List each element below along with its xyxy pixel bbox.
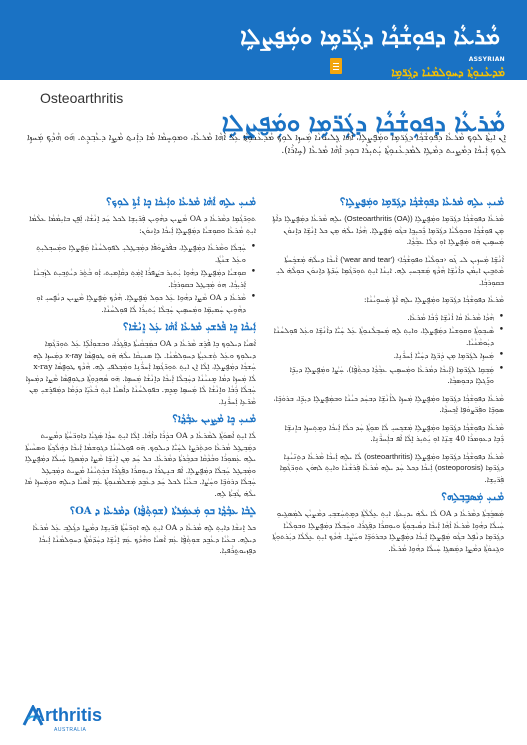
paragraph: ܡܲܣܒ݂ܲܒ݂ܬܵܐ ܕܡܵܪܥܵܐ ܕ OA ܠܵܐ ܝܠܵܗ̇ ܝܕܝܼܥܬܵܐ. ܐܝܼܬ݂ ܥܸܠܵܠܵܬ݂ܵܐ ܕܡܸܬ݂ܚܲܫܒ݂ܝܼ ܕܡܵܨܝܵܢ ܠܡܲܣܓܸܝܘܼ ܚܲܝܠܵܐ ܕܗܵܘܹܐ ܡܵܪܥܵܐ ܐܵܗܵܐ ܐܲܝܟܵܐ ܕܣܵܝܒ݂ܘܼܬ݂ܵܐ ܘܝܘܼܩܪܵܐ ܕܦܲܓ݂ܪܵܐ، ܘܚܲܒ݂ܠܵܐ ܕܡܲܦ̮ܨܠܹܐ ܘܒܘܼܠܵܝܵܐ ܕܓܲܪ̈ܡܹܐ ܕܢܵܦܹܠ ܒܓܵܘ ܡܲܦ̮ܨܠܹܐ ܐܲܝܟܵܐ ܕܡܲܦ̮ܨܠܹܐ ܕܒܪܘܿܟܹ̈ܐ ܘܚܲܨܵܐ. ܗܵܕܵܟ݂ ܐܝܼܬ݂ ܥܸܠܵܠܵܐ ܕܝܲܪܬܘܼܬ݂ܵܐ ܘܓܹܢܘܿܬ݂ܵܐ ܕܡܵܨܹܐ ܕܡܲܣܓܹܐ ܚܲܝܠܵܐ ܕܗܵܘܹܐ ܡܵܪܥܵܐ. <box>272 509 504 553</box>
header-title: ܡܵܪܥܵܐ ܕܦܘܼܫܵܟ݂ܵܐ ܕܓܲܪ̈ܡܹܐ ܘܡܲܦ̮ܨܠܹܐ <box>240 24 500 50</box>
section-heading: ܡܵܢܝܼ ܝܠܹܗ ܐܵܗܵܐ ܡܵܪܥܵܐ ܘܐܲܝܟܵܐ ܟܸܐ ܐܵܬܹܐ ܠܘܼܟ݂؟ <box>106 197 256 208</box>
paragraph: ܬܘܼܪ̈ܓܵܡܹܐ ܕܡܵܪܥܵܐ ܕ OA ܡܵܨܹܝܢ ܕܗܵܘܹܝܢ ܦܲܪ̈ܝܼܫܹܐ ܠܟܠ ܚܲܕ ܐܸܢܵܫܵܐ، ܐܲܦܸܢ ܒܐܝܼܡܵܡܵܐ ܥܠܵܡܵܐ ܐܝܼܬ݂ ܡܵܪܥܵܐ ܘܩܘܼܫܝܵܐ ܕܡܲܦ̮ܨܠܹܐ ܐܲܝܟܵܐ ܕܐܸܢܘܿܢ: <box>29 214 256 235</box>
list-item: • ܚܲܒ݂ܠܵܐ ܘܡܵܪܥܵܐ ܕܡܲܦ̮ܨܠܹܐ، ܒܦܵܪܨܘܿܦܵܐ ܕܡܲܒ݂ܛܹܠܝܼ ܠܦܘܼܠܚܵܢܵܐ ܡܲܦ̮ܨܠܹܐ ܘܡܲܚܒ݂ܠܝܼܬ݂ ܘܥܲܠ ܫܢܵܬ݂ܵܐ. <box>24 242 256 265</box>
paragraph: ܐܵܢܵܫܹ̈ܐ ܡܲܚܙܹܝܢ ܠܝ ܓ݇ܘ ‹ܒܘܼܠܵܝܵܐ ܘܦܘܼܫܵܟ݂ܵܐ› ('wear and tear') ܐܵܝܟܵܐ ܕܝܠܵܗ̇ ܡܲܫܟ݂ܲܚܬܵܐ ܡܵܬܒ݂ܹܝܢ ܐܝܼܡܵܢ ܕܐܵܢܵܫܹ̈ܐ ܗܵܕܵܟ݂ ܡܲܫܟ݂ܚܝܼ ܠܹܗ. ܐܝܼܢܵܐ ܐܝܼܬ݂ ܬܘܼܪ̈ܓܵܡܹܐ ܚܲܕ̈ܬܹܐ ܕܐܸܢܘܿܢ ܟܘܼܠܵܗ̇ ܠܝܼ ܒܩܘܼܪܒ݂ܵܐ. <box>276 254 504 287</box>
section-heading: ܡܵܢܝܼ ܡܲܣܒ݂ܸܒ݂ܠܹܗ؟ <box>441 492 504 503</box>
list-item: • ܗܵܕܵܐ ܡܵܪܥܵܐ ܩܵܐ ܐܵܢܵܫܹ̈ܐ ܪ̈ܲܒܵܐ ܡܵܪܥܵܐ. <box>272 312 504 324</box>
list-item: • ܣܵܝܒ݂ܘܼܬ݂ܵܐ ܘܩܘܼܫܝܵܐ ܕܡܲܦ̮ܨܠܹܐ، ܘܐܝܼܬ݂ ܠܹܗ ܡܲܚܒ݂ܠܵܢܘܼܬ݂ܵܐ ܥܲܠ ܚܲܝ̈ܵܐ ܕܐܵܢܵܫܹ̈ܐ ܘܥܲܠ ܦܘܼܠܚܵܢܵܐ ܕܝܲܘܡܵܢܵܝܵܐ. <box>272 325 504 348</box>
list-item: • ܩܘܼܫܝܵܐ ܕܡܲܦ̮ܨܠܹܐ ܕܗܵܘܹܐ ܝܲܬܝܼܪ ܒܨܲܦܪܵܐ ܐܸܡܲܬ݂ ܕܩܵܐܹܡܝܼܬ، ܐܲܘ ܒܵܬ݂ܲܪ ܕܝܵܬܹܒ݂ܝܼܬ ܠܙܲܒ݂ܢܵܐ ܐܲܪܝܼܟ݂ܵܐ. ܗܘܿ ܡܲܒ݂ܛܹܠ ܒܩܘܼܪܒ݂ܵܐ. <box>24 267 256 290</box>
section-heading: ܐܲܝܟܵܐ ܟܸܐ ܦܵܪܫܝܼ ܡܵܪܥܵܐ ܐܵܗܵܐ ܥܲܠ ܐܸܢܵܫܵܐ؟ <box>123 322 256 333</box>
header-band <box>0 0 527 80</box>
list-item: • ܡܲܚܙܹܐ ܠܓܲܪ̈ܡܹܐ ܡ̣ܢ ܕܲܪ̈ܓܹܐ ܕܚܲܝ̈ܵܐ ܐܲܚܪ̈ܵܢܹܐ. <box>272 350 504 362</box>
paragraph: ܡܵܪܥܵܐ ܕܦܘܼܫܵܟ݂ܵܐ ܕܓܲܪ̈ܡܹܐ ܘܡܲܦ̮ܨܠܹܐ ܝܠܹܗ ܐܵܬܹܐ ܡܲܚܘܸܝܵܢܵܐ: <box>363 295 504 304</box>
bullet-list <box>272 312 504 387</box>
main-title: ܡܵܪܥܵܐ ܕܦܘܼܫܵܟ݂ܵܐ ܕܓܲܪ̈ܡܹܐ ܘܡܲܦ̮ܨܠܹܐ <box>221 108 505 137</box>
bullet-list <box>24 242 256 315</box>
paragraph: ܡܵܪܥܵܐ ܕܦܘܼܫܵܟ݂ܵܐ ܕܓܲܪ̈ܡܹܐ ܘܡܲܦ̮ܨܠܹܐ ܡܲܫܟ݂ܚܝܼ ܠܵܐ ܡܘܼܬ݂ܵܐ ܚܲܕ ܟܠܵܐ ܐܲܝܟܵܐ ܕܡܸܬ݂ܚܙܹܐ ܒܐܸܢܫܹ̈ܐ ܪ̈ܲܒܹܐ ܕܥܘܼܡܪܵܐ 40 ܫܸܢܹ̈ܐ ܐܘܼ ܝܲܬܝܼܪ ܐܸܠܵܐ ܐܵܦ ܒܐܲܚܪ̈ܵܢܹܐ. <box>284 422 504 443</box>
left-column <box>24 196 256 563</box>
logo-text: Arthritis <box>32 705 103 725</box>
language-label: ASSYRIAN <box>468 56 505 63</box>
header-subtitle: ܡܵܕܥܵܢܘܼܬ݂ܵܐ ܕܚܘܼܠܡܵܢܵܐ ܕܓܲܪ̈ܡܹܐ <box>391 66 505 79</box>
section-heading: ܡܵܢܝܼ ܟܸܐ ܡܵܨܹܝܢ ܥܒ݂ܵܕ݂ܵܐ؟ <box>172 414 256 425</box>
arthritis-australia-logo <box>22 703 142 739</box>
paragraph: ܡܵܪܥܵܐ ܕܦܘܼܫܵܟ݂ܵܐ ܕܓܲܪ̈ܡܹܐ ܘܡܲܦ̮ܨܠܹܐ (osteoarthritis) ܠܵܐ ܝܠܹܗ ܐܲܝܟܵܐ ܡܵܪܥܵܐ ܕܬܸܢ̈ܝܵܢܹܐ ܕܓܲܪ̈ܡܹܐ (osteoporosis) ܐܲܝܟܵܐ ܕܟܠ ܚܲܕ ܝܠܹܗ ܡܵܪܥܵܐ ܦܲܪܫܵܢܵܐ ܘܐܝܼܬ݂ ܠܗܘܿܢ ܬܘܼܪ̈ܓܵܡܹܐ ܦܲܪ̈ܝܼܫܹܐ. <box>279 451 504 484</box>
english-title: Osteoarthritis <box>40 90 124 106</box>
paragraph: ܡܵܪܥܵܐ ܕܦܘܼܫܵܟ݂ܵܐ ܕܓܲܪ̈ܡܹܐ ܘܡܲܦ̮ܨܠܹܐ (Osteoarthritis (OA)) ܝܠܹܗ ܡܵܪܥܵܐ ܕܡܲܦ̮ܨܠܹܐ ܕܐܵܬܹܐ ܡ̣ܢ ܦܘܼܫܵܟ݂ܵܐ ܘܒܘܼܠܵܝܵܐ ܕܓܲܪ̈ܡܹܐ ܪ̈ܲܟܝܼܟ݂ܹܐ ܒܓܵܘ ܡܲܦ̮ܨܠܹܐ. ܗܵܕܵܐ ܝܠܵܗ̇ ܡ̣ܢ ܟܠ ܐܸܢܵܫܹ̈ܐ ܕܐܸܢܘܿܢ ܡܲܚܣܹܝܢ ܗ݇ܘ ܡܲܦ̮ܨܠܹܐ ܐܘܼ ܕܠܵܐ ܥܒ݂ܵܕ݂ܵܐ. <box>272 214 504 246</box>
right-column <box>272 196 504 560</box>
paragraph: ܐܵܣܝܵܐ ܕܝܠܘܼܟ݂ ܟܸܐ ܦܵܪܸܫ ܡܵܪܥܵܐ ܕ OA ܒܡܲܒ݂ܩܵܝܬܵܐ ܕܦܲܓ݂ܪܵܐ، ܘܒܫܘܼܐܵܠܹ̈ܐ ܥܲܠ ܬܘܼܪ̈ܓܵܡܹܐ ܕܝܠܘܼܟ݂ ܘܥܲܠ ܬܲܫܥܝܼܬ݂ܵܐ ܕܚܘܼܠܡܵܢܵܐ. ܠܹܐ ܣܢܝܼܩܵܐ ܝܠܵܗ̇ ܗ݇ܘ ܛܘܼܦ̮ܣܵܐ x-ray ܕܡܲܚܙܹܐ ܠܹܗ ܚܲܫܟ݂ܵܐ ܕܡܲܦ̮ܨܠܹܐ، ܐܸܠܵܐ ܐܸܢ ܐܝܼܬ݂ ܬܘܼܪ̈ܓܵܡܹܐ ܐܲܚܪ̈ܵܢܹܐ ܘܡܲܟ݂ܠܦܝܼ ܠܹܗ. ܗܵܕܵܟ݂ ܛܘܼܦ̮ܣܵܐ x-ray ܠܵܐ ܡܲܚܙܹܐ ܕܡܵܐ ܡܸܢܝܵܢܵܐ ܕܚܲܒ݂ܠܵܐ ܐܲܝܟܵܐ ܕܐܸܢܵܫܵܐ ܡܲܚܣܹܐ. ܗ݇ܘ ܣܵܗܕ݂ܘܼܬ݂ܵܐ ܕܛܘܼܦ̮ܣܵܐ ܡܵܨܹܐ ܕܡܲܚܙܹܐ ܚܲܒ݂ܠܵܐ ܪܲܒܵܐ ܘܐܸܢܵܫܵܐ ܠܵܐ ܡܲܚܣܹܐ ܡܸܕܸܡ. ܒܦܘܼܠܚܵܢܵܐ ܕܐܵܣܝܵܐ ܐܝܼܬ݂ ܒܵܥܵܝܹ̈ܐ ܕܕܲܡܵܐ ܕܡܲܦܪܸܫܝܼ ܡ̣ܢ ܡܵܪ̈ܥܹܐ ܐܲܚܪ̈ܵܢܹܐ. <box>25 339 256 406</box>
section-heading: ܠܸܒܵܐ ܥܒ݂ܵܕ݂ܵܐ ܒܘܼ ܡܲܥܡܲܪܬܵܐ (ܫܘܼܬ݂ܵܦ̮ܵܐ) ܕܡܵܪܥܵܐ ܕ OA؟ <box>69 506 256 517</box>
intro-paragraph: ܐܸܢ ܐܝܼܬ݂ܵܐ ܠܘܼܟ݂ ܡܵܪܥܵܐ ܕܦܘܼܫܵܟ݂ܵܐ ܕܓܲܪ̈ܡܹܐ ܘܡܲܦ̮ܨܠܹܐ، ܐܵܗܵܐ ܓܸܠܝܘܿܢܵܐ ܡܲܚܙܹܐ ܠܘܼܟ݂ ܡܵܕܥܵܢܘܼܬ݂ܵܐ ܥܲܠ ܐܵܗܵܐ ܡܵܪܥܵܐ، ܘܡܘܼܚܸܡܵܐ ܡܵܐ ܕܐܲܢ̱ܬ ܡܵܨܹܐ ܕܥܵܒ݂ܕܹܬ. ܗ݇ܘ ܗܵܕܵܟ݂ ܡܲܚܙܹܐ ܠܘܼܟ݂ ܐܲܝܟܵܐ ܕܡܵܨܹܝܬ ܕܡܵܛܹܐ ܠܡܵܕܥܵܢܘܼܬ݂ܵܐ ܝܲܬܝܼܪܵܐ ܒܘܼܕ ܐܵܗܵܐ ܡܵܪܥܵܐ (ܚܹܐܪܵܐ). <box>26 133 506 156</box>
logo-subtext: AUSTRALIA <box>54 727 87 733</box>
paragraph: ܟܠ ܐܸܢܫܵܐ ܕܐܝܼܬ݂ ܠܹܗ ܡܵܪܥܵܐ ܕ OA ܐܝܼܬ݂ ܠܹܗ ܐܘܼܪ̈ܚܵܬ݂ܵܐ ܦܲܪ̈ܝܼܫܹܐ ܕܡܵܨܹܐ ܕܓ݂ܵܠܹܒ݂ ܥܲܠ ܡܵܪܥܵܐ ܕܝܠܹܗ. ܒܥܵܝܵܐ ܕܥܵܒ݂ܸܕ ܫܘܼܬ݂ܵܦ̮ܵܐ ܥܲܡ ܐܵܣܝܵܐ ܘܗܵܕܵܟ݂ ܥܲܡ ܐܸܢܵܫܹ̈ܐ ܕܚܲܕ̈ܡܵܬ݂ܵܐ ܕܚܘܼܠܡܵܢܵܐ ܐܲܝܟܵܐ ܕܦܸܙܝܘܬ݂ܹܪܵܦܝܼܐ. <box>32 523 256 555</box>
paragraph: ܠܵܐ ܐܝܼܬ݂ ܐܵܣܘܿܬ݂ܵܐ ܠܡܵܪܥܵܐ ܕ OA ܒܕܲܪܵܐ ܕܐܵܗܵܐ. ܐܸܠܵܐ ܐܝܼܬ݂ ܚܕ݂ܵܐ ܣܲܓ݂ܝܵܐ ܕܐܘܼܪ̈ܚܵܬ݂ܵܐ ܕܡܵܨܹܝܬ ܕܡܲܒ݂ܛܹܠ ܡܵܪܥܵܐ ܘܕܬܲܪܨܹܐ ܠܚܲܝ̈ܵܐ ܕܝܠܘܼܟ݂. ܗ݇ܘ ܦܘܼܠܚܵܢܵܐ ܕܓܘܼܫܡܵܐ ܐܲܝܟܵܐ ܕܗܲܠܵܟ݂ܬܵܐ ܘܣܚܵܝܬܵܐ ܝܠܹܗ ܥܲܡܘܼܪܵܐ ܘܒܵܕܵܩܵܐ ܒܕܒ݂ܵܪܬܵܐ ܕܡܵܪܥܵܐ. ܟܠ ܚܲܕ ܡ̣ܢ ܐܸܢܵܫܹ̈ܐ ܡܵܨܹܐ ܕܡܲܣܓܹܐ ܚܲܝܠܵܐ ܕܡܲܦ̮ܨܠܹܐ ܘܡܲܒ݂ܛܸܠ ܚܲܒ݂ܠܵܐ ܕܡܲܦ̮ܨܠܹܐ. ܐܵܦ ܒܢܸܛܪܵܐ ܕܝܘܼܩܪܵܐ ܕܦܲܓ݂ܪܵܐ ܒܟܲܬ݂ܝܵܢܵܐ ܡܵܨܹܝܬ ܕܡܲܒ݂ܛܹܠ ܚܲܒ݂ܠܵܐ ܕܪܘܿܟܹ̈ܐ ܘܚܲܨܵܐ. ܒܥܵܝܵܐ ܠܟܠ ܚܲܕ ܕܥܵܒ݂ܸܕ ܡܲܫܠܡܵܢܘܼܬ݂ܵܐ ܥܲܡ ܐܵܣܝܵܐ ܕܝܠܹܗ ܘܕܡܲܚܙܹܐ ܡܵܐ ܝܠܵܗ̇ ܛܵܒ݂ܬܵܐ ܠܹܗ. <box>24 431 256 498</box>
section-heading: ܡܵܢܝܼ ܝܠܹܗ ܡܵܪܥܵܐ ܕܦܘܼܫܵܟ݂ܵܐ ܕܓܲܪ̈ܡܹܐ ܘܡܲܦ̮ܨܠܹܐ؟ <box>339 197 504 208</box>
list-item: • ܡܵܪܥܵܐ ܕ OA ܡܵܨܹܐ ܕܗܵܘܹܐ ܥܲܠ ܟܘܼܠ ܡܲܦ̮ܨܠܹܐ. ܗܵܕܵܟ݂ ܡܲܦ̮ܨܠܹܐ ܡܵܨܹܝܢ ܕܢܵܦ̮ܚܝܼ ܐܘܼ ܕܗܵܘܹܝܢ ܚܲܡܝܼܡܹ̈ܐ ܘܡܲܚܣܹܝܢ ܚܲܒ݂ܠܵܐ ܝܲܬܝܼܪܵܐ ܠܵܐ ܦܘܼܠܚܵܢܵܐ. <box>24 292 256 315</box>
list-item: • ܡܲܒ݂ܩܹܐ ܠܓܲܪ̈ܡܹܐ (ܐܲܝܟܵܐ ܕܡܵܪܥܵܐ ܘܡܲܚܣܹܝܢ ܥܒ݂ܵܕ݂ܵܐ ܕܟܬ݂ܵܦ̮ܵܐ)، ܚܲܨܵܐ ܘܡܲܦ̮ܨܠܹܐ ܕܝܼܕܹ̈ܐ ܘܪܸ̈ܓܠܹܐ ܕܒܘܼܣܒ݂ܵܐ. <box>272 364 504 387</box>
paragraph: ܡܵܪܥܵܐ ܕܦܘܼܫܵܟ݂ܵܐ ܕܓܲܪ̈ܡܹܐ ܘܡܲܦ̮ܨܠܹܐ ܡܲܚܙܹܐ ܠܐܵܢܵܫܹ̈ܐ ܕܒܚܲܕ ܟܝܵܢܵܐ ܘܒܡܲܦ̮ܨܠܹܐ ܕܝܼܕܹ̈ܐ، ܒܪܘܿܟܹ̈ܐ، ܣܘܼܟܹ̈ܐ ܘܦܲܪ̈ܨܘܿܦܹܐ ܐܲܟ݂ܚܕ݂ܵܐ. <box>273 393 504 414</box>
